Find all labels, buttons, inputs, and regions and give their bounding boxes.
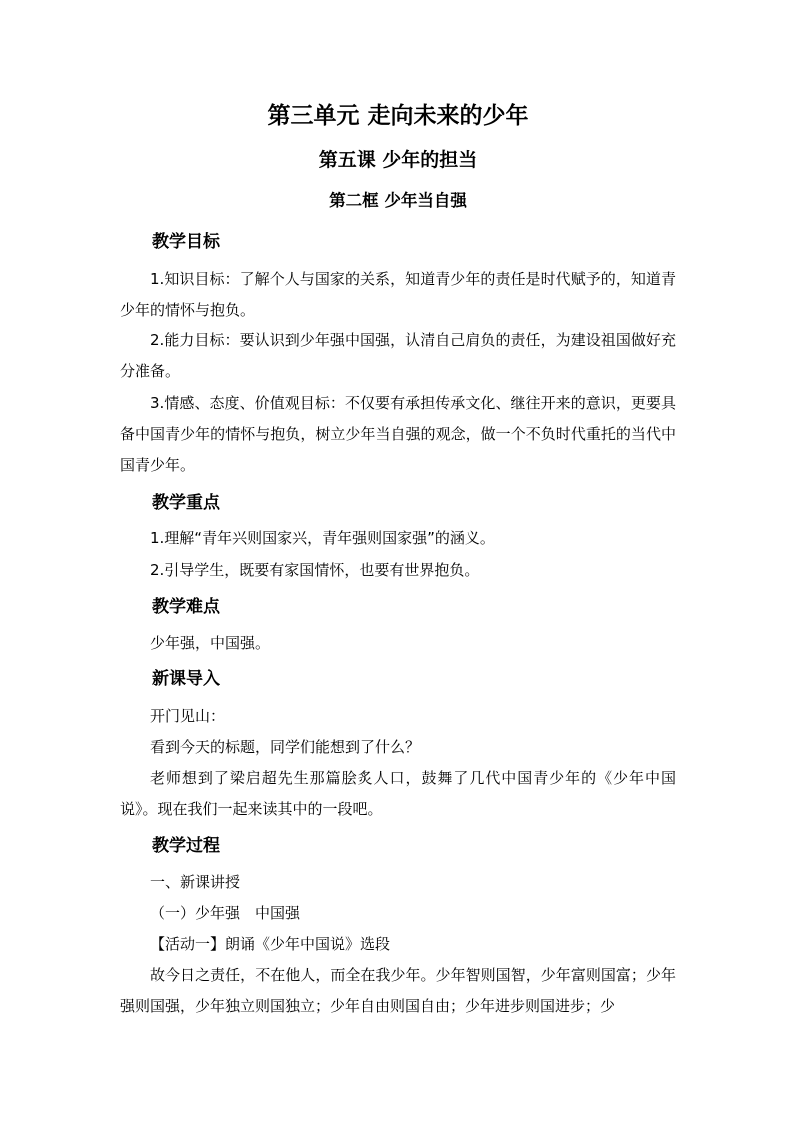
process-line-3: 【活动一】朗诵《少年中国说》选段 [150,935,391,953]
intro-line-3: 老师想到了梁启超先生那篇脍炙人口，鼓舞了几代中国青少年的《少年中国说》。现在我们一起来读其中的一段吧。 [120,769,676,818]
process-line-1: 一、新课讲授 [150,873,241,891]
unit-title: 第三单元 走向未来的少年 [267,103,529,129]
difficulty-1: 少年强，中国强。 [150,634,271,652]
process-line-2: （一）少年强 中国强 [150,904,301,922]
goal-ability: 2.能力目标：要认识到少年强中国强，认清自己肩负的责任，为建设祖国做好充分准备。 [120,331,676,380]
goal-knowledge: 1.知识目标：了解个人与国家的关系，知道青少年的责任是时代赋予的，知道青少年的情怀与抱负。 [120,270,676,319]
key-point-2: 2.引导学生，既要有家国情怀，也要有世界抱负。 [150,561,480,579]
section-heading-key-points: 教学重点 [152,493,220,513]
section-heading-process: 教学过程 [152,836,220,856]
goal-attitude: 3.情感、态度、价值观目标：不仅要有承担传承文化、继往开来的意识，更要具备中国青少年的情怀与抱负，树立少年当自强的观念，做一个不负时代重托的当代中国青少年。 [120,394,676,474]
lesson-title: 第五课 少年的担当 [318,149,478,171]
frame-title: 第二框 少年当自强 [329,191,467,210]
intro-line-1: 开门见山： [150,707,226,725]
section-heading-difficulties: 教学难点 [152,597,220,617]
process-line-4: 故今日之责任，不在他人，而全在我少年。少年智则国智，少年富则国富；少年强则国强，少年独立则国独立；少年自由则国自由；少年进步则国进步；少 [120,966,676,1015]
intro-line-2: 看到今天的标题，同学们能想到了什么？ [150,738,421,756]
key-point-1: 1.理解“青年兴则国家兴，青年强则国家强”的涵义。 [150,529,495,547]
section-heading-goals: 教学目标 [152,232,220,252]
section-heading-intro: 新课导入 [152,669,220,689]
